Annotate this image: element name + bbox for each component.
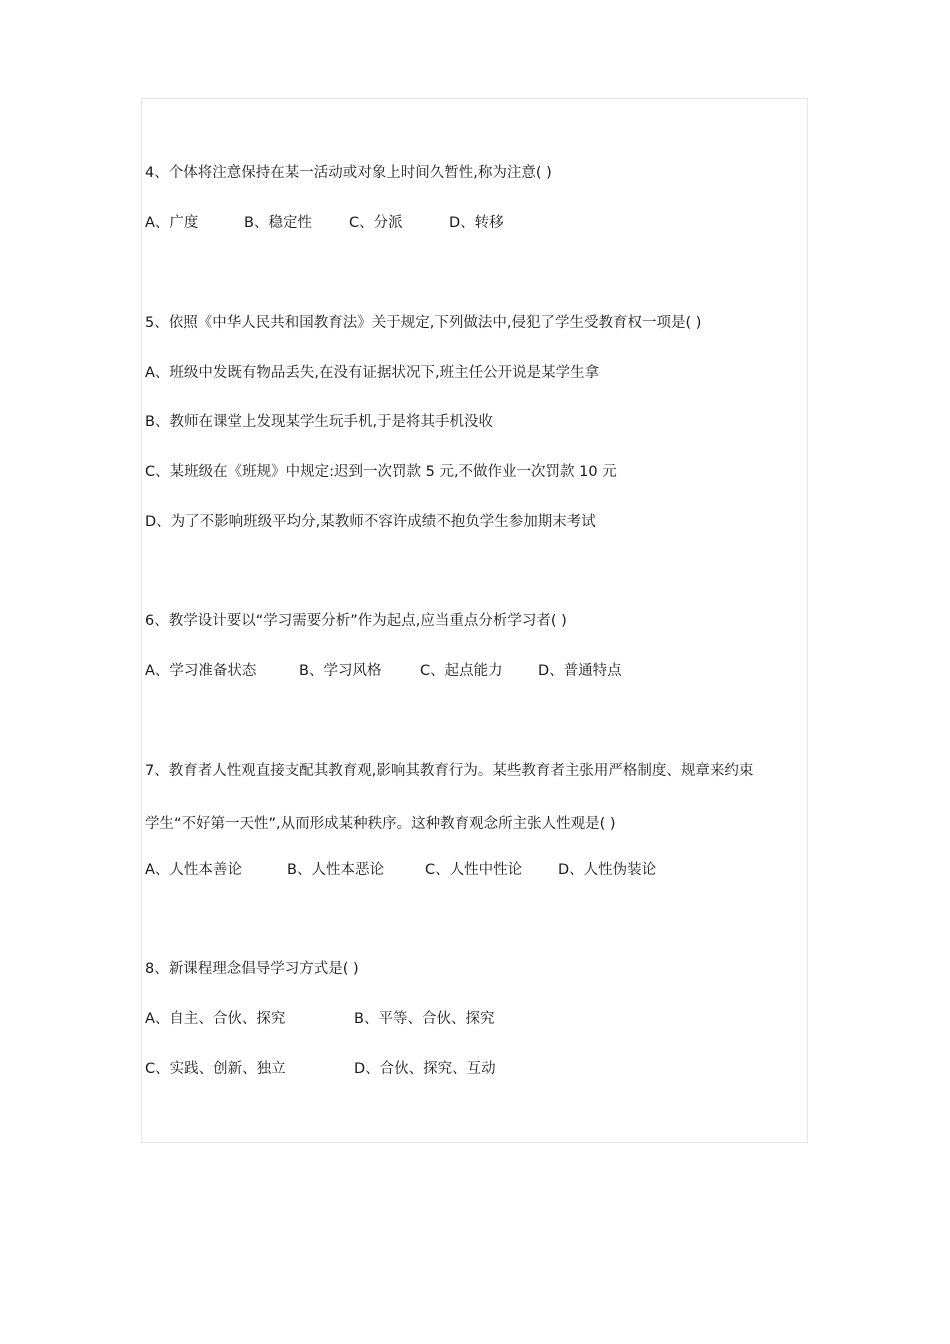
q5-option-d: D、为了不影响班级平均分,某教师不容许成绩不抱负学生参加期末考试 — [145, 514, 596, 530]
q7-option-d: D、人性伪装论 — [558, 862, 657, 878]
q4-option-b: B、稳定性 — [244, 215, 312, 231]
q7-option-b: B、人性本恶论 — [287, 862, 384, 878]
question-4: 4、个体将注意保持在某一活动或对象上时间久暂性,称为注意( ) — [145, 165, 552, 181]
q5-option-a: A、班级中发既有物品丢失,在没有证据状况下,班主任公开说是某学生拿 — [145, 365, 600, 381]
q4-option-d: D、转移 — [449, 215, 504, 231]
q8-option-b: B、平等、合伙、探究 — [354, 1011, 495, 1027]
q6-option-b: B、学习风格 — [299, 663, 382, 679]
question-8-options-row-2 — [145, 1059, 805, 1079]
question-8-options-row-1 — [145, 1009, 805, 1029]
question-6: 6、教学设计要以“学习需要分析”作为起点,应当重点分析学习者( ) — [145, 613, 567, 629]
q5-option-b: B、教师在课堂上发现某学生玩手机,于是将其手机没收 — [145, 414, 494, 430]
q4-option-c: C、分派 — [349, 215, 403, 231]
q8-option-c: C、实践、创新、独立 — [145, 1061, 286, 1077]
question-4-options — [145, 213, 805, 233]
question-7-options — [145, 860, 805, 880]
question-8: 8、新课程理念倡导学习方式是( ) — [145, 961, 359, 977]
q4-option-a: A、广度 — [145, 215, 199, 231]
q7-option-a: A、人性本善论 — [145, 862, 242, 878]
q8-option-d: D、合伙、探究、互动 — [354, 1061, 496, 1077]
q6-option-a: A、学习准备状态 — [145, 663, 257, 679]
question-5: 5、依照《中华人民共和国教育法》关于规定,下列做法中,侵犯了学生受教育权一项是( ) — [145, 315, 702, 331]
question-6-options — [145, 661, 805, 681]
q7-option-c: C、人性中性论 — [425, 862, 523, 878]
q8-option-a: A、自主、合伙、探究 — [145, 1011, 286, 1027]
q5-option-c: C、某班级在《班规》中规定:迟到一次罚款 5 元,不做作业一次罚款 10 元 — [145, 464, 617, 480]
question-7-line-1: 7、教育者人性观直接支配其教育观,影响其教育行为。某些教育者主张用严格制度、规章来约束 — [145, 763, 754, 779]
question-7-line-2: 学生“不好第一天性”,从而形成某种秩序。这种教育观念所主张人性观是( ) — [145, 816, 616, 832]
q6-option-c: C、起点能力 — [420, 663, 503, 679]
q6-option-d: D、普通特点 — [538, 663, 622, 679]
